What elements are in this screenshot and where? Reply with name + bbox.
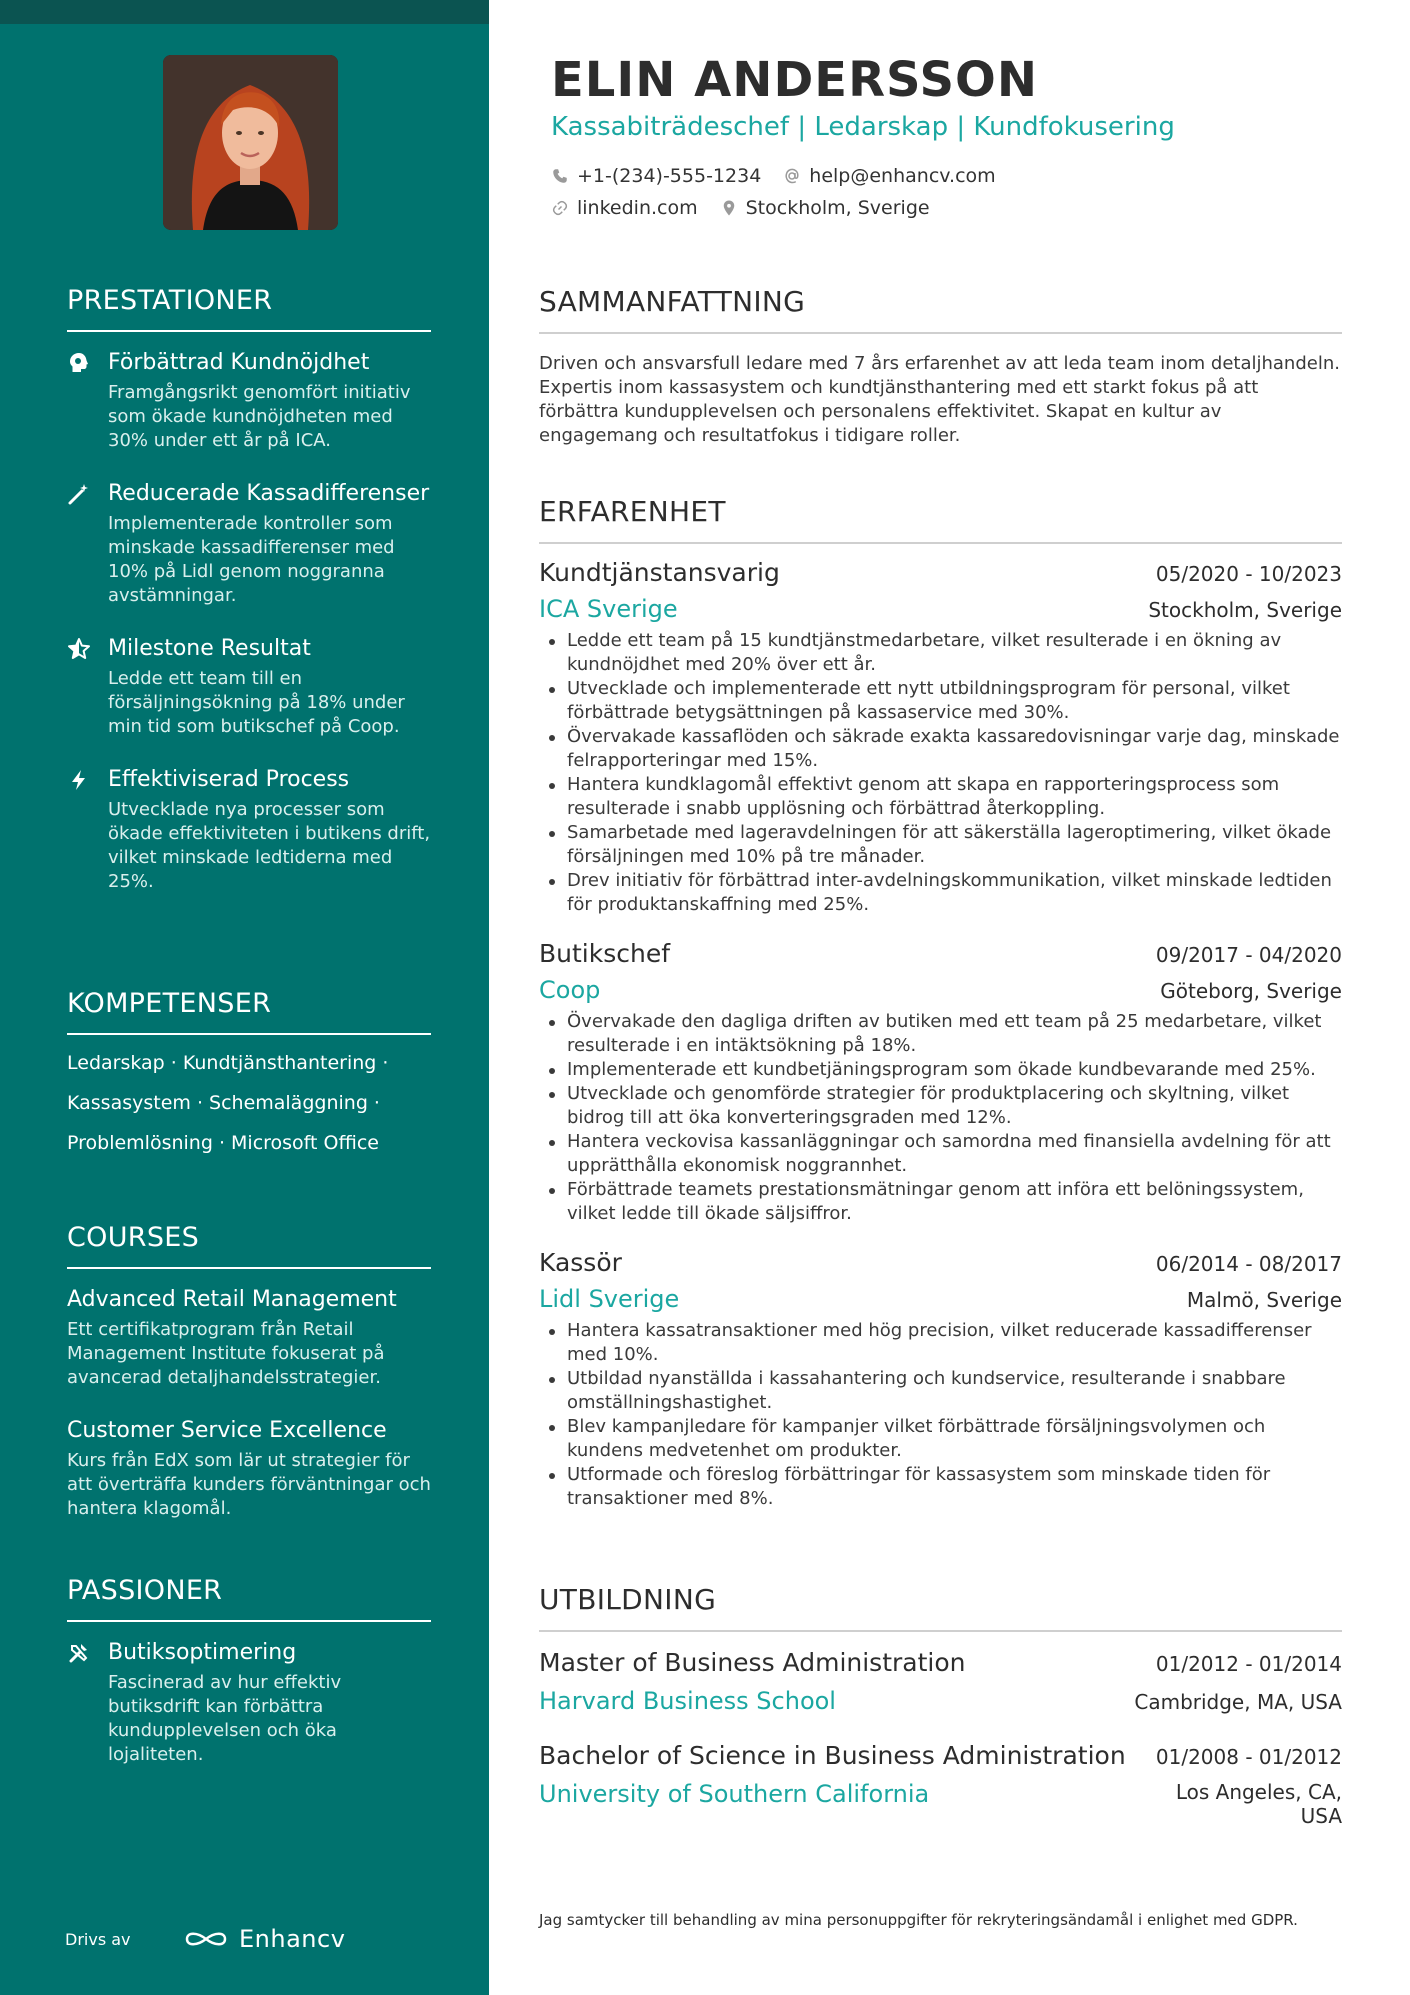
job-bullet: Drev initiativ för förbättrad inter-avdelningskommunikation, vilket minskade ledtiden för produktanskaffning med 25%. (539, 869, 1342, 917)
achievement-title: Förbättrad Kundnöjdhet (108, 350, 370, 375)
job-header (539, 558, 1342, 587)
course-item (67, 1285, 431, 1390)
job-bullet: Hantera kassatransaktioner med hög precision, vilket reducerade kassadifferenser med 10%. (539, 1319, 1342, 1367)
at-icon (783, 167, 801, 185)
job-bullet: Förbättrade teamets prestationsmätningar genom att införa ett belöningssystem, vilket ledde till ökade säljsiffror. (539, 1178, 1342, 1226)
summary-text: Driven och ansvarsfull ledare med 7 års erfarenhet av att leda team inom detaljhandeln. Expertis inom kassasystem och kundtjänsthantering med ett starkt fokus på att förbättra kundupplevelsen och personalens effektivitet. Skapat en kultur av engagemang och resultatfokus i tidigare roller. (539, 353, 1340, 446)
job-location: Malmö, Sverige (1186, 1288, 1342, 1312)
course-title: Customer Service Excellence (67, 1418, 387, 1443)
skills-line: Kassasystem · Schemaläggning · (67, 1092, 380, 1114)
education-dates: 01/2008 - 01/2012 (1155, 1745, 1342, 1769)
job-location: Stockholm, Sverige (1148, 598, 1342, 622)
job-bullet: Ledde ett team på 15 kundtjänstmedarbetare, vilket resulterade i en ökning av kundnöjdhet med 20% över ett år. (539, 629, 1342, 677)
contact-linkedin[interactable] (551, 198, 698, 218)
job-bullet: Övervakade den dagliga driften av butiken med ett team på 25 medarbetare, vilket resulterade i en intäktsökning på 18%. (539, 1010, 1342, 1058)
job-dates: 06/2014 - 08/2017 (1155, 1252, 1342, 1276)
achievement-item (67, 479, 431, 608)
achievement-desc: Implementerade kontroller som minskade kassadifferenser med 10% på Lidl genom noggranna avstämningar. (108, 513, 395, 606)
achievement-title: Milestone Resultat (108, 636, 311, 661)
job-company: ICA Sverige (539, 595, 678, 623)
magic-wand-icon (67, 482, 91, 506)
link-icon (551, 199, 569, 217)
contact-location (720, 198, 930, 218)
school-name: Harvard Business School (539, 1687, 836, 1715)
email-text: help@enhancv.com (809, 165, 996, 187)
job-location: Göteborg, Sverige (1160, 979, 1342, 1003)
education-title: UTBILDNING (539, 1583, 1342, 1632)
school-name: University of Southern California (539, 1780, 930, 1808)
education-location-line: USA (1300, 1804, 1342, 1828)
education-header (539, 1741, 1342, 1770)
courses-title: COURSES (67, 1222, 431, 1269)
job-bullet: Utvecklade och genomförde strategier för produktplacering och skyltning, vilket bidrog till att öka konverteringsgraden med 12%. (539, 1082, 1342, 1130)
job-bullet: Hantera kundklagomål effektivt genom att skapa en rapporteringsprocess som resulterade i snabb upplösning och förbättrad återkoppling. (539, 773, 1342, 821)
summary-section (539, 285, 1342, 448)
sidebar-top-strip (0, 0, 489, 24)
candidate-name: ELIN ANDERSSON (551, 52, 1038, 108)
summary-title: SAMMANFATTNING (539, 285, 1342, 334)
location-text: Stockholm, Sverige (745, 197, 930, 219)
bolt-icon (67, 768, 91, 792)
experience-title: ERFARENHET (539, 495, 1342, 544)
contact-email[interactable] (783, 166, 995, 186)
education-entry (539, 1648, 1342, 1715)
linkedin-text: linkedin.com (577, 197, 698, 219)
achievement-title: Effektiviserad Process (108, 767, 350, 792)
gdpr-consent: Jag samtycker till behandling av mina personuppgifter för rekryteringsändamål i enlighet med GDPR. (539, 1911, 1298, 1929)
education-header (539, 1648, 1342, 1677)
course-desc: Ett certifikatprogram från Retail Management Institute fokuserat på avancerad detaljhandelsstrategier. (67, 1319, 385, 1388)
profile-photo (163, 55, 338, 230)
brand-name: Enhancv (239, 1925, 346, 1953)
job-title: Kassör (539, 1248, 622, 1277)
skills-title: KOMPETENSER (67, 988, 431, 1035)
job-title: Kundtjänstansvarig (539, 558, 780, 587)
degree-title: Master of Business Administration (539, 1648, 966, 1677)
job-entry (539, 1248, 1342, 1511)
education-entry (539, 1741, 1342, 1828)
passions-section (67, 1575, 431, 1767)
achievement-title: Reducerade Kassadifferenser (108, 481, 430, 506)
powered-by: Drivs av (65, 1930, 131, 1949)
course-desc: Kurs från EdX som lär ut strategier för att överträffa kunders förväntningar och hantera klagomål. (67, 1450, 431, 1519)
education-location: Cambridge, MA, USA (1134, 1690, 1342, 1714)
experience-section (539, 495, 1342, 1511)
job-bullets (539, 1319, 1342, 1511)
location-pin-icon (720, 199, 738, 217)
education-subheader (539, 1687, 1342, 1715)
job-bullet: Utvecklade och implementerade ett nytt utbildningsprogram för personal, vilket förbättrade betygsättningen på kassaservice med 30%. (539, 677, 1342, 725)
resume-header (551, 52, 1341, 218)
course-item (67, 1416, 431, 1521)
achievement-item (67, 348, 431, 453)
job-subheader (539, 976, 1342, 1004)
contact-phone[interactable] (551, 166, 761, 186)
education-dates: 01/2012 - 01/2014 (1155, 1652, 1342, 1676)
job-bullet: Utformade och föreslog förbättringar för kassasystem som minskade tiden för transaktioner med 8%. (539, 1463, 1342, 1511)
course-title: Advanced Retail Management (67, 1287, 397, 1312)
job-company: Lidl Sverige (539, 1285, 680, 1313)
achievement-desc: Ledde ett team till en försäljningsökning på 18% under min tid som butikschef på Coop. (108, 668, 405, 737)
portrait-illustration (163, 55, 338, 230)
job-dates: 09/2017 - 04/2020 (1155, 943, 1342, 967)
star-half-icon (67, 637, 91, 661)
education-location (1176, 1780, 1342, 1828)
head-icon (67, 351, 91, 375)
skills-list (67, 1051, 431, 1155)
job-header (539, 939, 1342, 968)
achievements-title: PRESTATIONER (67, 285, 431, 332)
sidebar (0, 0, 489, 1995)
contact-list (551, 166, 1151, 218)
skills-line: Ledarskap · Kundtjänsthantering · (67, 1052, 389, 1074)
skills-section (67, 988, 431, 1155)
job-subheader (539, 595, 1342, 623)
achievement-item (67, 634, 431, 739)
job-subheader (539, 1285, 1342, 1313)
passions-title: PASSIONER (67, 1575, 431, 1622)
passion-title: Butiksoptimering (108, 1640, 297, 1665)
job-bullet: Övervakade kassaflöden och säkrade exakta kassaredovisningar varje dag, minskade felrapporteringar med 15%. (539, 725, 1342, 773)
job-bullets (539, 629, 1342, 917)
job-bullet: Utbildad nyanställda i kassahantering och kundservice, resulterande i snabbare omställningshastighet. (539, 1367, 1342, 1415)
job-entry (539, 939, 1342, 1226)
achievement-item (67, 765, 431, 894)
education-section (539, 1583, 1342, 1828)
job-bullet: Blev kampanjledare för kampanjer vilket förbättrade försäljningsvolymen och kundens medvetenhet om produkter. (539, 1415, 1342, 1463)
phone-icon (551, 167, 569, 185)
job-company: Coop (539, 976, 601, 1004)
achievements-section (67, 285, 431, 894)
phone-text: +1-(234)-555-1234 (577, 165, 762, 187)
passion-item (67, 1638, 431, 1767)
enhancv-logo-icon (183, 1926, 229, 1952)
education-location-line: Los Angeles, CA, (1175, 1780, 1342, 1804)
job-title: Butikschef (539, 939, 671, 968)
job-bullet: Hantera veckovisa kassanläggningar och samordna med finansiella avdelning för att upprätthålla ekonomisk noggrannhet. (539, 1130, 1342, 1178)
job-bullet: Implementerade ett kundbetjäningsprogram som ökade kundbevarande med 25%. (539, 1058, 1342, 1082)
job-dates: 05/2020 - 10/2023 (1155, 562, 1342, 586)
job-bullet: Samarbetade med lageravdelningen för att säkerställa lageroptimering, vilket ökade försäljningen med 10% på tre månader. (539, 821, 1342, 869)
achievement-desc: Utvecklade nya processer som ökade effektiviteten i butikens drift, vilket minskade ledtiderna med 25%. (108, 799, 431, 892)
job-header (539, 1248, 1342, 1277)
tools-icon (67, 1641, 91, 1665)
passion-desc: Fascinerad av hur effektiv butiksdrift kan förbättra kundupplevelsen och öka lojaliteten. (108, 1672, 342, 1765)
brand-logo[interactable] (183, 1925, 345, 1953)
candidate-tagline: Kassabiträdeschef | Ledarskap | Kundfokusering (551, 112, 1175, 142)
degree-title: Bachelor of Science in Business Administration (539, 1741, 1126, 1770)
job-entry (539, 558, 1342, 917)
job-bullets (539, 1010, 1342, 1226)
courses-section (67, 1222, 431, 1521)
achievement-desc: Framgångsrikt genomfört initiativ som ökade kundnöjdheten med 30% under ett år på ICA. (108, 382, 411, 451)
education-subheader (539, 1780, 1342, 1828)
skills-line: Problemlösning · Microsoft Office (67, 1132, 379, 1154)
